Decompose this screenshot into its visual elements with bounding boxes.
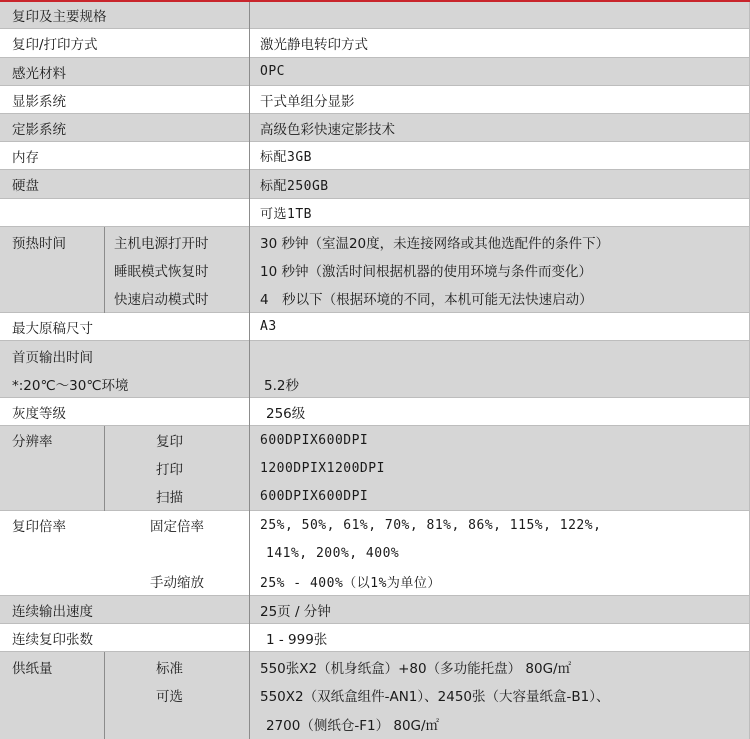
table-row [0,709,750,739]
first-copy-label: 首页输出时间 [12,349,93,366]
table-row [0,199,750,227]
table-row [0,539,750,567]
resolution-value: 600DPIX600DPI [260,432,369,448]
resolution-value: 600DPIX600DPI [260,488,369,504]
memory-value: 标配3GB [260,150,312,165]
table-row [0,313,750,341]
table-header-title: 复印及主要规格 [12,9,107,25]
table-row [0,596,750,624]
max-original-label: 最大原稿尺寸 [12,320,93,337]
warmup-mode: 睡眠模式恢复时 [114,264,209,280]
fix-system-label: 定影系统 [12,121,66,138]
resolution-mode: 复印 [156,434,183,450]
gray-levels-value: 256级 [266,405,306,422]
table-header-row [0,2,750,29]
photo-material-value: OPC [260,64,285,79]
hdd-value: 标配250GB [260,178,329,194]
paper-optional-value: 550X2（双纸盒组件-AN1）、2450张（大容量纸盒-B1）、 [260,689,610,705]
speed-value: 25页 / 分钟 [260,603,331,620]
copy-method-value: 激光静电转印方式 [260,37,368,53]
paper-standard-label: 标准 [156,660,183,677]
warmup-value: 4 秒以下（根据环境的不同，本机可能无法快速启动） [260,292,593,308]
table-row [0,142,750,170]
fix-system-value: 高级色彩快速定影技术 [260,121,395,138]
zoom-fixed-values: 25%, 50%, 61%, 70%, 81%, 86%, 115%, 122%, [260,517,602,533]
table-row [0,86,750,114]
gray-levels-label: 灰度等级 [12,405,66,422]
warmup-value: 30 秒钟（室温20度，未连接网络或其他选配件的条件下） [260,235,610,252]
zoom-fixed-values-cont: 141%, 200%, 400% [266,545,400,561]
hdd-option-value: 可选1TB [260,207,312,222]
table-row [0,482,750,511]
column-divider [104,652,105,739]
table-row [0,256,750,284]
table-row [0,29,750,58]
speed-label: 连续输出速度 [12,603,93,620]
photo-material-label: 感光材料 [12,65,66,82]
table-row [0,454,750,482]
table-row [0,170,750,199]
multi-copy-label: 连续复印张数 [12,631,93,648]
paper-optional-label: 可选 [156,689,183,705]
zoom-fixed-label: 固定倍率 [150,519,204,535]
zoom-manual-value: 25% - 400%（以1%为单位） [260,575,441,591]
copy-method-label: 复印/打印方式 [12,37,98,53]
hdd-label: 硬盘 [12,178,39,194]
table-row [0,227,750,256]
zoom-label: 复印倍率 [12,519,66,535]
column-divider [249,2,250,739]
table-row [0,511,750,539]
develop-system-value: 干式单组分显影 [260,93,355,110]
resolution-value: 1200DPIX1200DPI [260,460,385,476]
warmup-mode: 主机电源打开时 [114,235,209,252]
table-row [0,341,750,370]
table-row [0,652,750,681]
zoom-manual-label: 手动缩放 [150,575,204,591]
warmup-value: 10 秒钟（激活时间根据机器的使用环境与条件而变化） [260,264,592,280]
column-divider [104,227,105,313]
table-row [0,58,750,86]
multi-copy-value: 1 - 999张 [266,631,328,648]
resolution-label: 分辨率 [12,434,53,450]
max-original-value: A3 [260,319,277,334]
resolution-mode: 打印 [156,462,183,478]
first-copy-condition: *:20℃～30℃环境 [12,377,129,394]
paper-standard-value: 550张X2（机身纸盒）+80（多功能托盘） 80G/㎡ [260,660,572,677]
table-row [0,114,750,142]
table-row [0,681,750,709]
table-row [0,398,750,426]
memory-label: 内存 [12,149,39,166]
table-row [0,284,750,313]
table-row [0,624,750,652]
column-divider [104,426,105,511]
first-copy-value: 5.2秒 [264,377,299,394]
develop-system-label: 显影系统 [12,93,66,110]
warmup-label: 预热时间 [12,235,66,252]
warmup-mode: 快速启动模式时 [114,292,209,308]
table-row [0,426,750,454]
resolution-mode: 扫描 [156,490,183,506]
paper-optional-value-cont: 2700（侧纸仓-F1） 80G/㎡ [266,718,440,734]
table-row [0,567,750,596]
paper-label: 供纸量 [12,660,53,677]
table-row [0,370,750,398]
